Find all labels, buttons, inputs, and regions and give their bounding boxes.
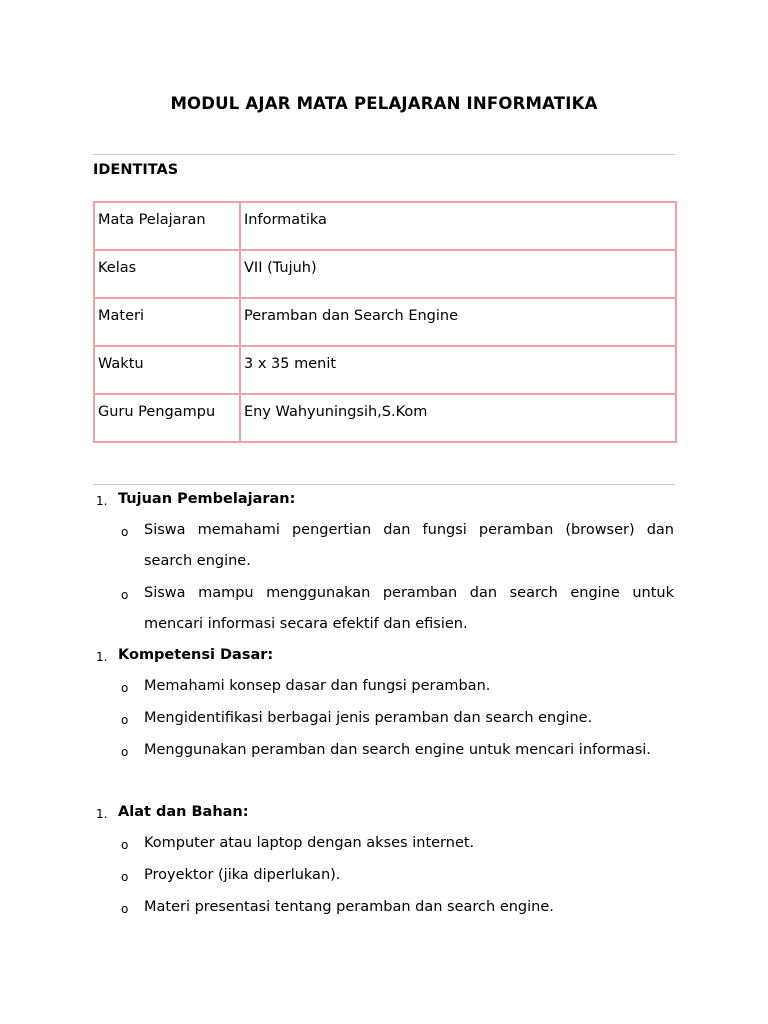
bullet-marker: o [121,681,129,695]
list-item: Mengidentifikasi berbagai jenis peramban dan search engine. [144,710,593,726]
table-row [94,298,676,346]
bullet-marker: o [121,838,129,852]
row-label: Guru Pengampu [94,394,240,442]
section-heading: Kompetensi Dasar: [118,647,274,663]
divider [93,154,675,155]
table-row [94,346,676,394]
bullet-marker: o [121,588,129,602]
bullet-marker: o [121,525,129,539]
section-number: 1. [96,650,108,664]
section-number: 1. [96,494,108,508]
list-item: Proyektor (jika diperlukan). [144,867,341,883]
row-label: Waktu [94,346,240,394]
table-row [94,202,676,250]
bullet-marker: o [121,870,129,884]
bullet-marker: o [121,902,129,916]
list-item: Siswa memahami pengertian dan fungsi peramban (browser) dan search engine. [144,522,674,569]
row-label: Kelas [94,250,240,298]
table-row [94,394,676,442]
list-item: Siswa mampu menggunakan peramban dan search engine untuk mencari informasi secara efektif dan efisien. [144,585,674,632]
section-number: 1. [96,807,108,821]
divider [93,484,675,485]
list-item: Komputer atau laptop dengan akses internet. [144,835,475,851]
row-value: Informatika [240,202,676,250]
row-value: Eny Wahyuningsih,S.Kom [240,394,676,442]
row-value: 3 x 35 menit [240,346,676,394]
list-item: Materi presentasi tentang peramban dan search engine. [144,899,554,915]
row-value: Peramban dan Search Engine [240,298,676,346]
list-item: Memahami konsep dasar dan fungsi peramban. [144,678,491,694]
list-item: Menggunakan peramban dan search engine untuk mencari informasi. [144,742,651,758]
page-title: MODUL AJAR MATA PELAJARAN INFORMATIKA [170,94,598,113]
bullet-marker: o [121,745,129,759]
row-label: Mata Pelajaran [94,202,240,250]
bullet-marker: o [121,713,129,727]
section-heading: Tujuan Pembelajaran: [118,491,296,507]
identity-heading: IDENTITAS [93,162,179,178]
identity-table [93,201,677,443]
row-label: Materi [94,298,240,346]
table-row [94,250,676,298]
row-value: VII (Tujuh) [240,250,676,298]
section-heading: Alat dan Bahan: [118,804,249,820]
